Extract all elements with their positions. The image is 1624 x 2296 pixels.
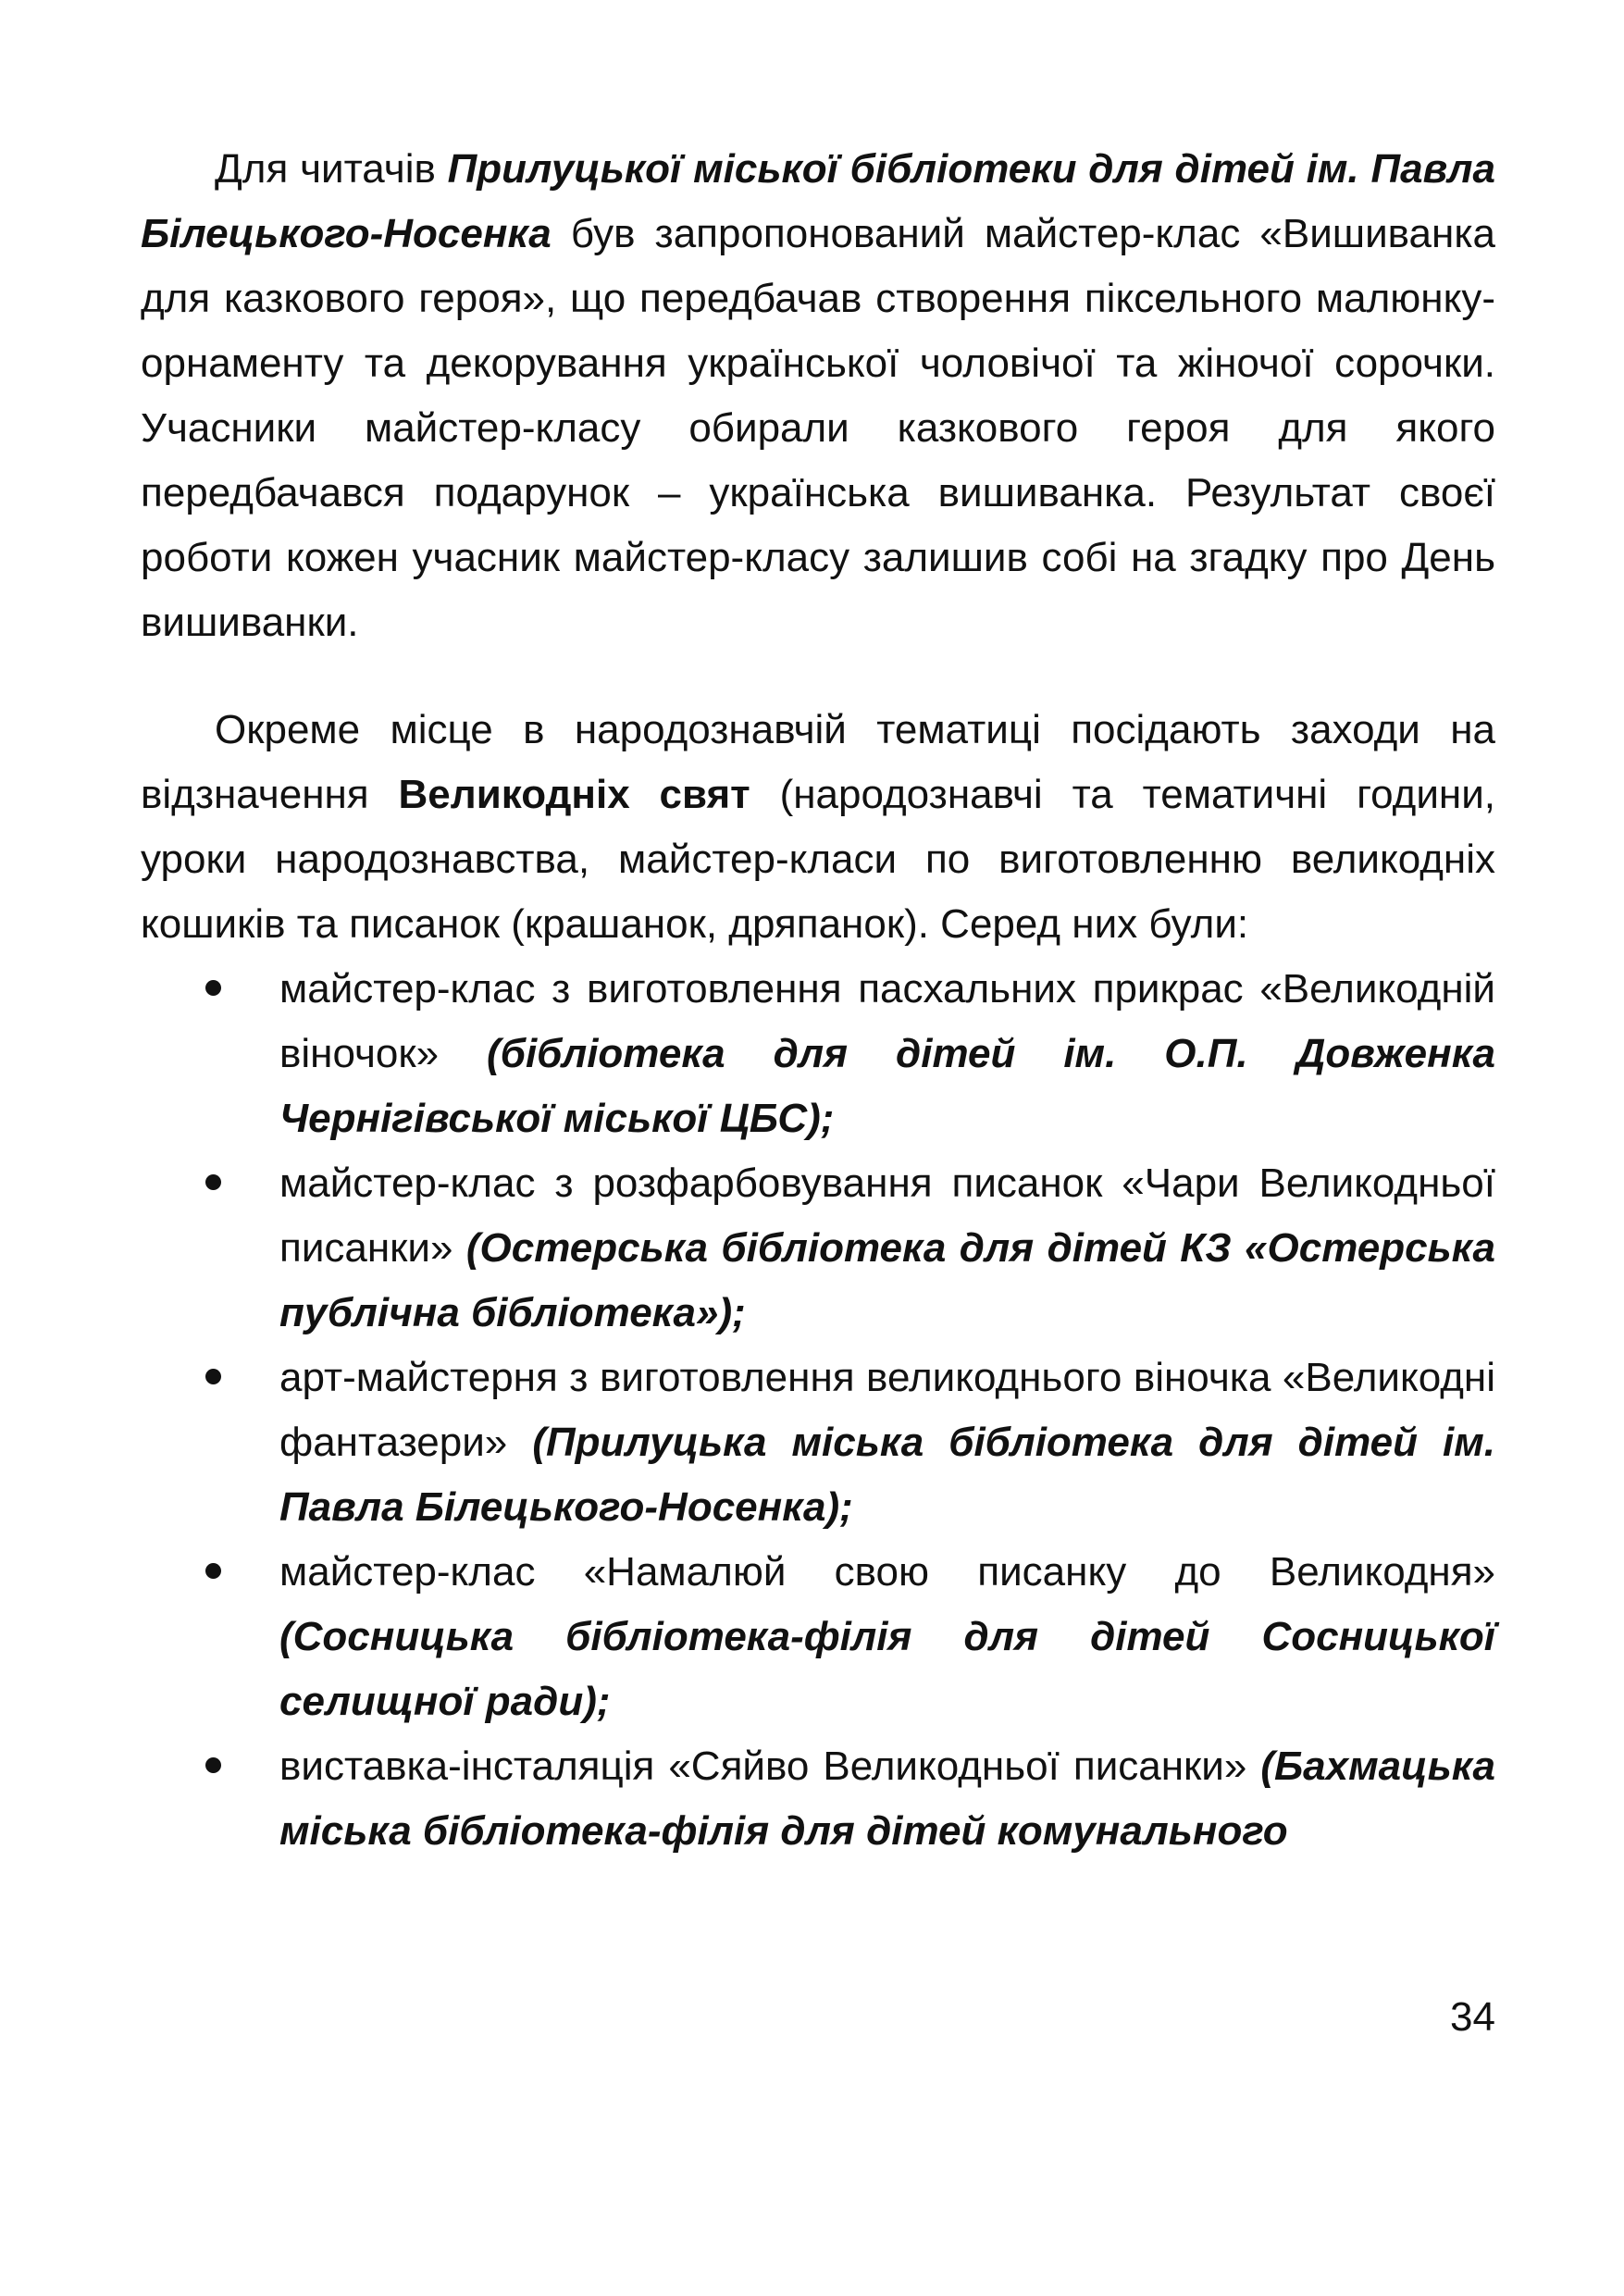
paragraph-easter bbox=[141, 698, 1495, 957]
paragraph-2-text-start: Окреме місце в народознавчій тематиці посідають заходи на відзначення bbox=[141, 707, 1495, 817]
paragraph-2-easter-holidays: Великодніх свят bbox=[398, 772, 750, 817]
list-item-text: арт-майстерня з виготовлення великоднього віночка «Великодні фантазери» bbox=[279, 1355, 1495, 1465]
page-content bbox=[141, 137, 1495, 1864]
list-item-source: (бібліотека для дітей ім. О.П. Довженка Чернігівської міської ЦБС); bbox=[279, 1031, 1495, 1141]
bullet-icon bbox=[205, 1757, 221, 1773]
list-item-source: (Остерська бібліотека для дітей КЗ «Остерська публічна бібліотека»); bbox=[279, 1225, 1495, 1335]
bullet-icon bbox=[205, 1369, 221, 1384]
bullet-icon bbox=[205, 1174, 221, 1190]
paragraph-1-text-end: був запропонований майстер-клас «Вишиванка для казкового героя», що передбачав створення піксельного малюнку-орнаменту та декорування української чоловічої та жіночої сорочки. Учасники майстер-класу обирали казкового героя для якого передбачався подарунок – українська вишиванка. Результат своєї роботи кожен учасник майстер-класу залишив собі на згадку про День вишиванки. bbox=[141, 211, 1495, 645]
paragraph-2-text-end: (народознавчі та тематичні години, уроки народознавства, майстер-класи по виготовленню великодніх кошиків та писанок (крашанок, дряпанок). Серед них були: bbox=[141, 772, 1496, 947]
list-item bbox=[279, 1540, 1495, 1734]
paragraph-1-text-start: Для читачів bbox=[215, 146, 448, 192]
paragraph-1-library-name: Прилуцької міської бібліотеки для дітей ім. Павла Білецького-Носенка bbox=[141, 146, 1495, 256]
list-item-source: (Сосницька бібліотека-філія для дітей Сосницької селищної ради); bbox=[279, 1614, 1495, 1724]
list-item bbox=[279, 1151, 1495, 1346]
list-item bbox=[279, 1734, 1495, 1864]
list-item-text: майстер-клас з розфарбовування писанок «Чари Великодньої писанки» bbox=[279, 1160, 1495, 1271]
page-number: 34 bbox=[1450, 1994, 1495, 2040]
list-item-text: майстер-клас з виготовлення пасхальних прикрас «Великодній віночок» bbox=[279, 966, 1495, 1076]
list-item bbox=[279, 1346, 1495, 1540]
events-list bbox=[141, 957, 1495, 1864]
paragraph-vyshyvanka bbox=[141, 137, 1495, 655]
list-item-text: виставка-інсталяція «Сяйво Великодньої писанки» bbox=[279, 1744, 1261, 1789]
list-item bbox=[279, 957, 1495, 1151]
bullet-icon bbox=[205, 980, 221, 996]
list-item-source: (Прилуцька міська бібліотека для дітей ім. Павла Білецького-Носенка); bbox=[279, 1420, 1495, 1530]
list-item-text: майстер-клас «Намалюй свою писанку до Великодня» bbox=[279, 1549, 1495, 1595]
bullet-icon bbox=[205, 1563, 221, 1579]
list-item-source: (Бахмацька міська бібліотека-філія для дітей комунального bbox=[279, 1744, 1495, 1854]
